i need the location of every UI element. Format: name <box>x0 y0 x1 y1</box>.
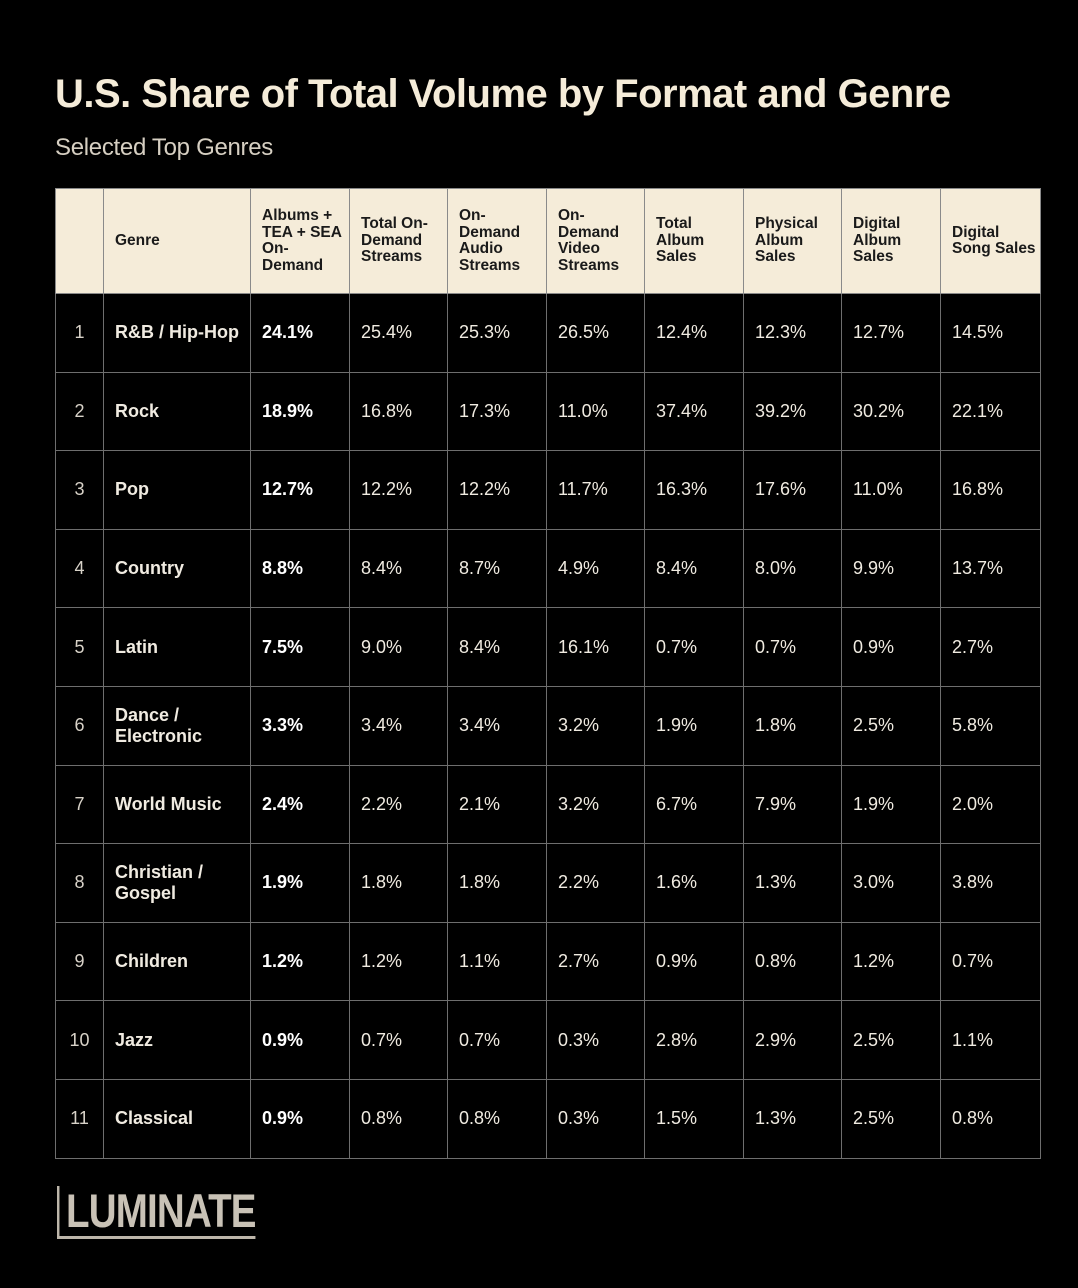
value-cell: 11.7% <box>547 451 645 530</box>
rank-cell: 8 <box>56 844 104 923</box>
rank-cell: 3 <box>56 451 104 530</box>
value-cell: 2.1% <box>448 765 547 844</box>
genre-cell: Classical <box>104 1079 251 1158</box>
header-cell: On-Demand Audio Streams <box>448 189 547 294</box>
value-cell: 1.9% <box>645 686 744 765</box>
value-cell: 0.9% <box>645 922 744 1001</box>
value-cell: 3.0% <box>842 844 941 923</box>
header-cell: Digital Song Sales <box>941 189 1041 294</box>
value-cell: 0.7% <box>941 922 1041 1001</box>
value-cell: 37.4% <box>645 372 744 451</box>
genre-cell: R&B / Hip-Hop <box>104 294 251 373</box>
value-cell: 8.7% <box>448 529 547 608</box>
value-cell: 1.8% <box>744 686 842 765</box>
rank-cell: 2 <box>56 372 104 451</box>
value-cell: 8.4% <box>645 529 744 608</box>
value-cell: 7.5% <box>251 608 350 687</box>
value-cell: 2.9% <box>744 1001 842 1080</box>
value-cell: 0.8% <box>350 1079 448 1158</box>
value-cell: 1.2% <box>842 922 941 1001</box>
header-cell-rank <box>56 189 104 294</box>
value-cell: 3.8% <box>941 844 1041 923</box>
value-cell: 17.6% <box>744 451 842 530</box>
value-cell: 2.5% <box>842 1001 941 1080</box>
genre-cell: Children <box>104 922 251 1001</box>
value-cell: 3.2% <box>547 686 645 765</box>
value-cell: 25.3% <box>448 294 547 373</box>
value-cell: 4.9% <box>547 529 645 608</box>
table-row <box>56 294 1041 373</box>
value-cell: 2.5% <box>842 1079 941 1158</box>
value-cell: 8.4% <box>350 529 448 608</box>
rank-cell: 10 <box>56 1001 104 1080</box>
value-cell: 12.7% <box>842 294 941 373</box>
value-cell: 8.4% <box>448 608 547 687</box>
value-cell: 0.7% <box>744 608 842 687</box>
value-cell: 39.2% <box>744 372 842 451</box>
header-cell: Genre <box>104 189 251 294</box>
value-cell: 1.3% <box>744 844 842 923</box>
table-row <box>56 1079 1041 1158</box>
value-cell: 14.5% <box>941 294 1041 373</box>
value-cell: 30.2% <box>842 372 941 451</box>
value-cell: 2.2% <box>547 844 645 923</box>
value-cell: 1.1% <box>448 922 547 1001</box>
value-cell: 2.7% <box>941 608 1041 687</box>
table-row <box>56 451 1041 530</box>
value-cell: 16.3% <box>645 451 744 530</box>
table-row <box>56 1001 1041 1080</box>
value-cell: 8.8% <box>251 529 350 608</box>
value-cell: 11.0% <box>547 372 645 451</box>
rank-cell: 9 <box>56 922 104 1001</box>
table-row <box>56 372 1041 451</box>
rank-cell: 11 <box>56 1079 104 1158</box>
value-cell: 0.8% <box>744 922 842 1001</box>
value-cell: 16.1% <box>547 608 645 687</box>
header-cell: Digital Album Sales <box>842 189 941 294</box>
value-cell: 2.5% <box>842 686 941 765</box>
genre-cell: Rock <box>104 372 251 451</box>
value-cell: 7.9% <box>744 765 842 844</box>
value-cell: 2.4% <box>251 765 350 844</box>
value-cell: 17.3% <box>448 372 547 451</box>
value-cell: 12.3% <box>744 294 842 373</box>
rank-cell: 1 <box>56 294 104 373</box>
value-cell: 12.2% <box>448 451 547 530</box>
luminate-logo: LUMINATE <box>57 1186 256 1239</box>
value-cell: 0.8% <box>448 1079 547 1158</box>
genre-cell: Pop <box>104 451 251 530</box>
table-body <box>56 294 1041 1159</box>
page-title: U.S. Share of Total Volume by Format and Genre <box>55 72 951 116</box>
value-cell: 1.5% <box>645 1079 744 1158</box>
value-cell: 24.1% <box>251 294 350 373</box>
table-row <box>56 608 1041 687</box>
value-cell: 0.7% <box>448 1001 547 1080</box>
table-header-row <box>56 189 1041 294</box>
table-row <box>56 922 1041 1001</box>
genre-cell: Dance / Electronic <box>104 686 251 765</box>
value-cell: 1.2% <box>350 922 448 1001</box>
value-cell: 1.9% <box>251 844 350 923</box>
value-cell: 0.9% <box>251 1079 350 1158</box>
value-cell: 3.4% <box>350 686 448 765</box>
value-cell: 8.0% <box>744 529 842 608</box>
header-cell: Albums + TEA + SEA On-Demand <box>251 189 350 294</box>
genre-cell: Latin <box>104 608 251 687</box>
genre-cell: World Music <box>104 765 251 844</box>
value-cell: 0.8% <box>941 1079 1041 1158</box>
value-cell: 12.4% <box>645 294 744 373</box>
table-row <box>56 844 1041 923</box>
table-row <box>56 765 1041 844</box>
genre-cell: Jazz <box>104 1001 251 1080</box>
value-cell: 26.5% <box>547 294 645 373</box>
genre-cell: Country <box>104 529 251 608</box>
genre-share-table <box>55 188 1041 1159</box>
header-cell: Total On-Demand Streams <box>350 189 448 294</box>
rank-cell: 7 <box>56 765 104 844</box>
header-cell: Physical Album Sales <box>744 189 842 294</box>
value-cell: 16.8% <box>350 372 448 451</box>
value-cell: 11.0% <box>842 451 941 530</box>
value-cell: 3.2% <box>547 765 645 844</box>
table-row <box>56 686 1041 765</box>
value-cell: 6.7% <box>645 765 744 844</box>
value-cell: 5.8% <box>941 686 1041 765</box>
value-cell: 12.2% <box>350 451 448 530</box>
value-cell: 0.3% <box>547 1001 645 1080</box>
value-cell: 16.8% <box>941 451 1041 530</box>
value-cell: 1.8% <box>448 844 547 923</box>
value-cell: 3.3% <box>251 686 350 765</box>
value-cell: 1.6% <box>645 844 744 923</box>
value-cell: 2.2% <box>350 765 448 844</box>
value-cell: 3.4% <box>448 686 547 765</box>
value-cell: 22.1% <box>941 372 1041 451</box>
value-cell: 9.9% <box>842 529 941 608</box>
value-cell: 1.8% <box>350 844 448 923</box>
value-cell: 18.9% <box>251 372 350 451</box>
value-cell: 2.8% <box>645 1001 744 1080</box>
rank-cell: 6 <box>56 686 104 765</box>
header-cell: On-Demand Video Streams <box>547 189 645 294</box>
page-subtitle: Selected Top Genres <box>55 134 273 161</box>
value-cell: 0.7% <box>350 1001 448 1080</box>
value-cell: 9.0% <box>350 608 448 687</box>
rank-cell: 5 <box>56 608 104 687</box>
value-cell: 25.4% <box>350 294 448 373</box>
table-row <box>56 529 1041 608</box>
value-cell: 1.9% <box>842 765 941 844</box>
value-cell: 1.2% <box>251 922 350 1001</box>
value-cell: 2.0% <box>941 765 1041 844</box>
value-cell: 0.3% <box>547 1079 645 1158</box>
value-cell: 2.7% <box>547 922 645 1001</box>
header-cell: Total Album Sales <box>645 189 744 294</box>
value-cell: 0.7% <box>645 608 744 687</box>
value-cell: 0.9% <box>842 608 941 687</box>
genre-cell: Christian / Gospel <box>104 844 251 923</box>
rank-cell: 4 <box>56 529 104 608</box>
value-cell: 13.7% <box>941 529 1041 608</box>
value-cell: 1.1% <box>941 1001 1041 1080</box>
value-cell: 0.9% <box>251 1001 350 1080</box>
value-cell: 1.3% <box>744 1079 842 1158</box>
value-cell: 12.7% <box>251 451 350 530</box>
